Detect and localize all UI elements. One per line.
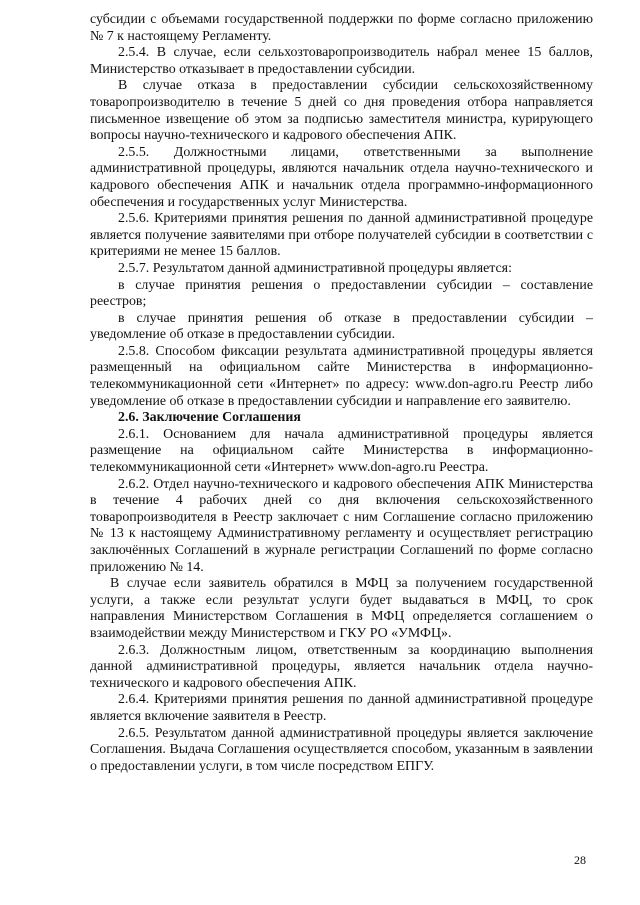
paragraph-2-6-1: 2.6.1. Основанием для начала административной процедуры является размещение на официальном сайте Министерства в информационно-телекоммуникационной сети «Интернет» www.don-agro.ru Реестра.: [90, 426, 593, 476]
paragraph-2-5-7: 2.5.7. Результатом данной административной процедуры является:: [118, 260, 512, 276]
section-heading-2-6: 2.6. Заключение Соглашения: [118, 410, 301, 426]
paragraph-refusal-notice: В случае отказа в предоставлении субсидии сельскохозяйственному товаропроизводителю в течение 5 дней со дня проведения отбора направляется письменное извещение об этом за подписью заместителя министра, курирующего вопросы научно-технического и кадрового обеспечения АПК.: [90, 78, 593, 144]
paragraph-result-refusal: в случае принятия решения об отказе в предоставлении субсидии – уведомление об отказе в предоставлении субсидии.: [90, 310, 593, 343]
paragraph-2-6-4: 2.6.4. Критериями принятия решения по данной административной процедуре является включение заявителя в Реестр.: [90, 692, 593, 724]
paragraph-continuation: субсидии с объемами государственной поддержки по форме согласно приложению № 7 к настоящему Регламенту.: [90, 12, 593, 44]
paragraph-result-grant: в случае принятия решения о предоставлении субсидии – составление реестров;: [90, 277, 593, 310]
paragraph-2-5-8: 2.5.8. Способом фиксации результата административной процедуры является размещенный на официальном сайте Министерства в информационно-телекоммуникационной сети «Интернет» по адресу: www.don-agro.ru Реестр либо уведомление об отказе в предоставлении субсидии и направление его заявителю.: [90, 343, 593, 409]
paragraph-mfc: В случае если заявитель обратился в МФЦ за получением государственной услуги, а также если результат услуги будет выдаваться в МФЦ, то срок направления Министерством Соглашения в МФЦ определяется соглашением о взаимодействии между Министерством и ГКУ РО «УМФЦ».: [90, 576, 593, 641]
paragraph-2-6-3: 2.6.3. Должностным лицом, ответственным за координацию выполнения данной административной процедуры, является начальник отдела научно-технического и кадрового обеспечения АПК.: [90, 642, 593, 691]
page-number: 28: [574, 853, 586, 867]
paragraph-2-5-4: 2.5.4. В случае, если сельхозтоваропроизводитель набрал менее 15 баллов, Министерство отказывает в предоставлении субсидии.: [90, 45, 593, 77]
document-body: [90, 12, 593, 775]
paragraph-2-6-2: 2.6.2. Отдел научно-технического и кадрового обеспечения АПК Министерства в течение 4 рабочих дней со дня включения сельскохозяйственного товаропроизводителя в Реестр заключает с ним Соглашение согласно приложению № 13 к настоящему Административному регламенту и осуществляет регистрацию заключённых Соглашений в журнале регистрации Соглашений по форме согласно приложению № 14.: [90, 476, 593, 575]
paragraph-2-5-6: 2.5.6. Критериями принятия решения по данной административной процедуре является получение заявителями при отборе получателей субсидии в соответствии с критериями не менее 15 баллов.: [90, 211, 593, 260]
paragraph-2-5-5: 2.5.5. Должностными лицами, ответственными за выполнение административной процедуры, являются начальник отдела научно-технического и кадрового обеспечения АПК и начальник отдела программно-информационного обеспечения и государственных услуг Министерства.: [90, 144, 593, 210]
paragraph-2-6-5: 2.6.5. Результатом данной административной процедуры является заключение Соглашения. Выдача Соглашения осуществляется способом, указанным в заявлении о предоставлении услуги, в том числе посредством ЕПГУ.: [90, 725, 593, 774]
